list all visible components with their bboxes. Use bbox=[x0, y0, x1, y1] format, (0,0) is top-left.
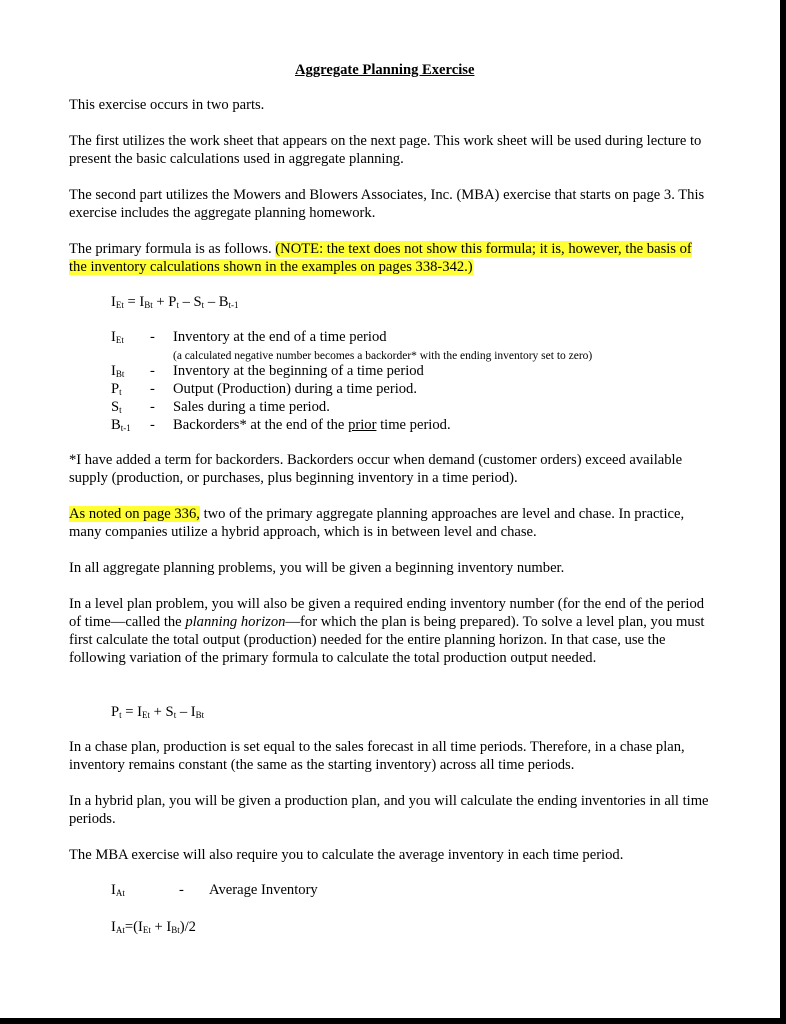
definition-note: (a calculated negative number becomes a backorder* with the ending inventory set to zero) bbox=[173, 350, 593, 362]
paragraph-primary-formula bbox=[69, 240, 709, 276]
paragraph-backorders: *I have added a term for backorders. Backorders occur when demand (customer orders) exceed available supply (production, or purchases, plus beginning inventory in a time period). bbox=[69, 452, 683, 486]
level-plan-formula: $P_t = I_{Et} + S_t - I_{Bt}$ bbox=[111, 704, 205, 720]
page-title: Aggregate Planning Exercise bbox=[295, 62, 475, 78]
paragraph-hybrid-plan: In a hybrid plan, you will be given a production plan, and you will calculate the ending inventories in all time periods. bbox=[69, 793, 709, 827]
average-inventory-formula: $I_{At}=(I_{Et} + I_{Bt})/2$ bbox=[111, 919, 196, 935]
highlighted-page-reference: As noted on page 336, bbox=[69, 506, 200, 522]
paragraph-beginning-inventory: In all aggregate planning problems, you will be given a beginning inventory number. bbox=[69, 560, 565, 576]
paragraph-level-plan: In a level plan problem, you will also be given a required ending inventory number (for the end of the period of time—called the planning horizon—for which the plan is being prepared). To solve a level plan, you must first calculate the total output (production) needed for the entire planning horizon. In that case, use the following variation of the primary formula to calculate the total production output needed. bbox=[69, 596, 705, 666]
highlighted-note: (NOTE: the text does not show this formula; it is, however, the basis of the inventory calculations shown in the examples on pages 338-342.) bbox=[69, 241, 692, 275]
primary-formula-lead: The primary formula is as follows. bbox=[69, 241, 276, 257]
paragraph-intro: This exercise occurs in two parts. bbox=[69, 97, 265, 113]
paragraph-average-inventory: The MBA exercise will also require you to calculate the average inventory in each time period. bbox=[69, 847, 624, 863]
paragraph-chase-plan: In a chase plan, production is set equal to the sales forecast in all time periods. Therefore, in a chase plan, inventory remains constant (the same as the starting inventory) across all time periods. bbox=[69, 739, 685, 773]
primary-formula: $I_{Et} = I_{Bt} + P_t - S_t - B_{t-1}$ bbox=[111, 294, 239, 310]
paragraph-second-part: The second part utilizes the Mowers and Blowers Associates, Inc. (MBA) exercise that starts on page 3. This exercise includes the aggregate planning homework. bbox=[69, 187, 705, 221]
paragraph-approaches: As noted on page 336, two of the primary aggregate planning approaches are level and chase. In practice, many companies utilize a hybrid approach, which is in between level and chase. bbox=[69, 506, 685, 540]
paragraph-first-part: The first utilizes the work sheet that appears on the next page. This work sheet will be used during lecture to present the basic calculations used in aggregate planning. bbox=[69, 133, 702, 167]
